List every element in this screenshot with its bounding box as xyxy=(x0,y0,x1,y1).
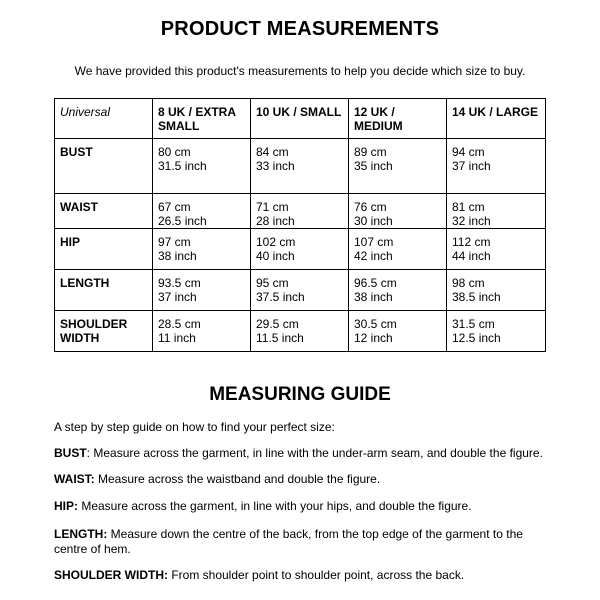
guide-term: SHOULDER WIDTH: xyxy=(54,568,168,582)
table-cell: 67 cm 26.5 inch xyxy=(153,194,251,229)
guide-desc: From shoulder point to shoulder point, across the back. xyxy=(168,568,465,582)
table-row xyxy=(55,270,546,311)
table-cell: 84 cm 33 inch xyxy=(251,139,349,194)
table-cell: 29.5 cm 11.5 inch xyxy=(251,311,349,352)
table-cell: 95 cm 37.5 inch xyxy=(251,270,349,311)
table-cell: 98 cm 38.5 inch xyxy=(447,270,546,311)
table-row xyxy=(55,194,546,229)
guide-intro: A step by step guide on how to find your perfect size: xyxy=(54,420,335,434)
guide-desc: Measure across the waistband and double the figure. xyxy=(94,472,381,486)
table-cell: 31.5 cm 12.5 inch xyxy=(447,311,546,352)
guide-desc: Measure across the garment, in line with the under-arm seam, and double the figure. xyxy=(90,446,543,460)
table-cell: 102 cm 40 inch xyxy=(251,229,349,270)
guide-term: HIP: xyxy=(54,499,78,513)
row-label-shoulder-width: SHOULDER WIDTH xyxy=(55,311,153,352)
table-cell: 93.5 cm 37 inch xyxy=(153,270,251,311)
table-cell: 28.5 cm 11 inch xyxy=(153,311,251,352)
guide-item-length xyxy=(54,527,546,556)
header-14uk: 14 UK / LARGE xyxy=(447,99,546,139)
guide-term: WAIST: xyxy=(54,472,95,486)
table-row xyxy=(55,139,546,194)
row-label-length: LENGTH xyxy=(55,270,153,311)
guide-term: BUST xyxy=(54,446,87,460)
page-title: PRODUCT MEASUREMENTS xyxy=(160,18,440,40)
guide-title: MEASURING GUIDE xyxy=(209,384,391,405)
table-cell: 96.5 cm 38 inch xyxy=(349,270,447,311)
table-cell: 81 cm 32 inch xyxy=(447,194,546,229)
guide-term: LENGTH: xyxy=(54,527,108,541)
header-10uk: 10 UK / SMALL xyxy=(251,99,349,139)
table-row xyxy=(55,229,546,270)
table-cell: 112 cm 44 inch xyxy=(447,229,546,270)
guide-item-bust xyxy=(54,446,546,461)
row-label-bust: BUST xyxy=(55,139,153,194)
header-12uk: 12 UK / MEDIUM xyxy=(349,99,447,139)
table-header-row xyxy=(55,99,546,139)
size-table xyxy=(54,98,546,352)
table-cell: 94 cm 37 inch xyxy=(447,139,546,194)
intro-text: We have provided this product's measurements to help you decide which size to buy. xyxy=(74,64,526,78)
header-8uk: 8 UK / EXTRA SMALL xyxy=(153,99,251,139)
table-cell: 97 cm 38 inch xyxy=(153,229,251,270)
table-row xyxy=(55,311,546,352)
guide-desc: Measure across the garment, in line with your hips, and double the figure. xyxy=(78,499,472,513)
guide-item-shoulder-width xyxy=(54,568,546,583)
table-cell: 89 cm 35 inch xyxy=(349,139,447,194)
table-cell: 30.5 cm 12 inch xyxy=(349,311,447,352)
guide-term-sep: : xyxy=(86,446,91,460)
table-cell: 76 cm 30 inch xyxy=(349,194,447,229)
header-universal: Universal xyxy=(55,99,153,139)
table-cell: 71 cm 28 inch xyxy=(251,194,349,229)
guide-item-hip xyxy=(54,499,546,514)
guide-item-waist xyxy=(54,472,546,487)
guide-desc: Measure down the centre of the back, from the top edge of the garment to the centre of hem. xyxy=(54,527,523,556)
row-label-hip: HIP xyxy=(55,229,153,270)
table-cell: 80 cm 31.5 inch xyxy=(153,139,251,194)
row-label-waist: WAIST xyxy=(55,194,153,229)
table-cell: 107 cm 42 inch xyxy=(349,229,447,270)
